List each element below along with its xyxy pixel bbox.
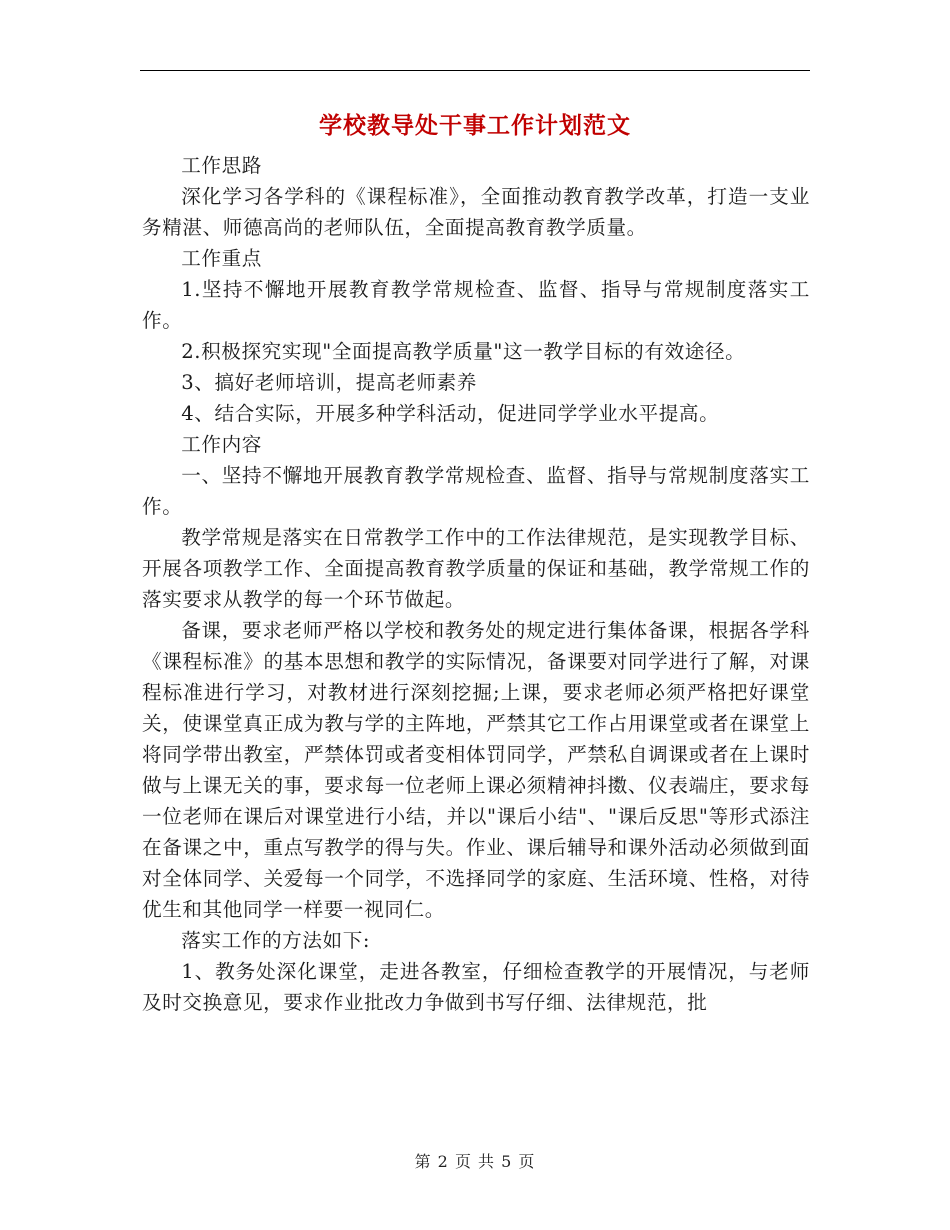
list-item: 1、教务处深化课堂，走进各教室，仔细检查教学的开展情况，与老师及时交换意见，要求作业批改力争做到书写仔细、法律规范，批 <box>142 960 810 1014</box>
paragraph: 教学常规是落实在日常教学工作中的工作法律规范，是实现教学目标、开展各项教学工作、全面提高教育教学质量的保证和基础，教学常规工作的落实要求从教学的每一个环节做起。 <box>142 526 810 611</box>
document-body <box>142 150 810 1018</box>
list-item: 2.积极探究实现"全面提高教学质量"这一教学目标的有效途径。 <box>181 340 746 363</box>
section-heading-work-content: 工作内容 <box>181 433 262 456</box>
paragraph: 深化学习各学科的《课程标准》，全面推动教育教学改革，打造一支业务精湛、师德高尚的老师队伍，全面提高教育教学质量。 <box>142 185 810 239</box>
header-rule <box>140 70 810 71</box>
page-number-footer: 第 2 页 共 5 页 <box>414 1152 536 1171</box>
document-title: 学校教导处干事工作计划范文 <box>319 112 631 139</box>
paragraph: 落实工作的方法如下: <box>181 929 371 952</box>
section-heading-work-focus: 工作重点 <box>181 247 262 270</box>
paragraph: 备课，要求老师严格以学校和教务处的规定进行集体备课，根据各学科《课程标准》的基本思想和教学的实际情况，备课要对同学进行了解，对课程标准进行学习，对教材进行深刻挖掘;上课，要求老师必须严格把好课堂关，使课堂真正成为教与学的主阵地，严禁其它工作占用课堂或者在课堂上将同学带出教室，严禁体罚或者变相体罚同学，严禁私自调课或者在上课时做与上课无关的事，要求每一位老师上课必须精神抖擞、仪表端庄，要求每一位老师在课后对课堂进行小结，并以"课后小结"、"课后反思"等形式添注在备课之中，重点写教学的得与失。作业、课后辅导和课外活动必须做到面对全体同学、关爱每一个同学，不选择同学的家庭、生活环境、性格，对待优生和其他同学一样要一视同仁。 <box>142 619 810 921</box>
section-heading-work-ideas: 工作思路 <box>181 154 262 177</box>
subsection-heading: 一、坚持不懈地开展教育教学常规检查、监督、指导与常规制度落实工作。 <box>142 464 810 518</box>
list-item: 1.坚持不懈地开展教育教学常规检查、监督、指导与常规制度落实工作。 <box>142 278 810 332</box>
list-item: 4、结合实际，开展多种学科活动，促进同学学业水平提高。 <box>181 402 720 425</box>
list-item: 3、搞好老师培训，提高老师素养 <box>181 371 477 394</box>
